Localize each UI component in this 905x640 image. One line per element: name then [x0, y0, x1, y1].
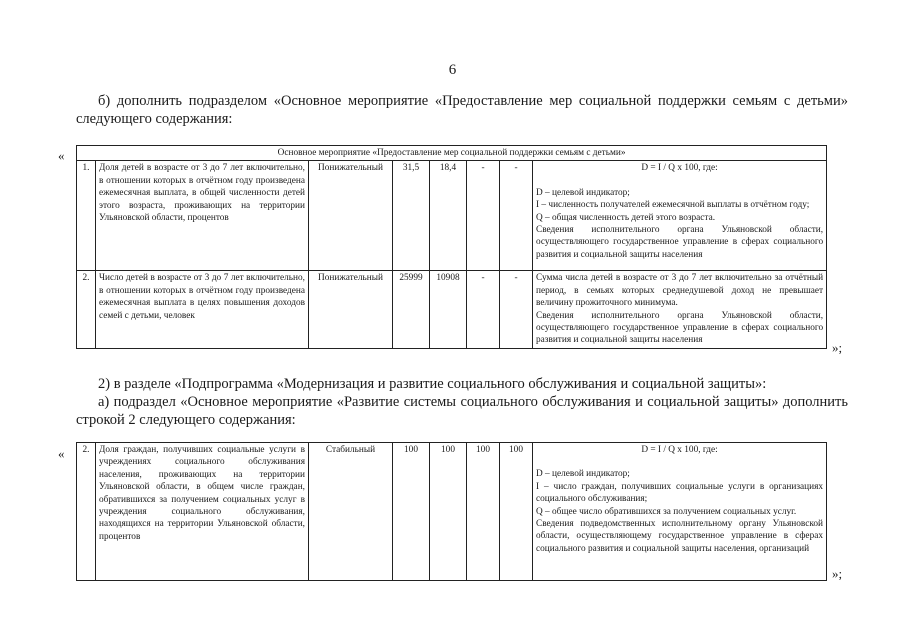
row-number: 2. [77, 271, 96, 349]
table-row [77, 271, 827, 349]
row-number: 2. [77, 443, 96, 581]
method-line: Сведения подведомственных исполнительному органу Ульяновской области, осуществляющему государственное управление в сферах социального развития и социальной защиты населения, организаций [536, 519, 823, 554]
method-line: Сведения исполнительного органа Ульяновской области, осуществляющего государственное управление в сферах социального развития и социальной защиты населения [536, 225, 824, 260]
calculation-method [533, 161, 827, 271]
value-cell: 25999 [393, 271, 430, 349]
value-cell: 100 [500, 443, 533, 581]
formula: D = I / Q x 100, где: [641, 163, 718, 174]
value-cell: 18,4 [430, 161, 467, 271]
calculation-method [533, 271, 827, 349]
indicator-name: Доля граждан, получивших социальные услуги в учреждениях социального обслуживания населения, проживающих на территории Ульяновской области, в общем числе граждан, обратившихся за получением социальных услуг в учреждения социального обслуживания, находящихся на территории Ульяновской области, процентов [96, 443, 309, 581]
paragraph-a: а) подраздел «Основное мероприятие «Развитие системы социального обслуживания и социальной защиты» дополнить строкой 2 следующего содержания: [76, 394, 848, 428]
value-cell: 31,5 [393, 161, 430, 271]
indicator-name: Доля детей в возрасте от 3 до 7 лет включительно, в отношении которых в отчётном году произведена ежемесячная выплата, в общей численности детей этого возраста, проживающих на территории Ульяновской области, процентов [96, 161, 309, 271]
value-cell: - [467, 161, 500, 271]
value-cell: 10908 [430, 271, 467, 349]
value-cell: - [467, 271, 500, 349]
method-line: D – целевой индикатор; [536, 469, 630, 480]
paragraph-2: 2) в разделе «Подпрограмма «Модернизация и развитие социального обслуживания и социальной защиты»: [98, 376, 767, 392]
page-number: 6 [448, 62, 457, 78]
value-cell: 100 [393, 443, 430, 581]
table1-title: Основное мероприятие «Предоставление мер социальной поддержки семьям с детьми» [77, 146, 827, 161]
value-cell: 100 [430, 443, 467, 581]
value-cell: 100 [467, 443, 500, 581]
open-quote-1: « [58, 148, 65, 163]
method-line: I – число граждан, получивших социальные услуги в организациях социального обслуживания; [536, 481, 823, 505]
indicator-trend: Стабильный [309, 443, 393, 581]
method-line: Q – общая численность детей этого возраста. [536, 212, 716, 223]
calculation-method [533, 443, 827, 581]
open-quote-2: « [58, 446, 65, 461]
method-line: Сведения исполнительного органа Ульяновской области, осуществляющего государственное управление в сферах социального развития и социальной защиты населения [536, 310, 824, 346]
formula: D = I / Q x 100, где: [641, 445, 718, 455]
close-quote-2: »; [832, 566, 843, 581]
method-line: I – численность получателей ежемесячной выплаты в отчётном году; [536, 200, 810, 211]
paragraph-b: б) дополнить подразделом «Основное мероприятие «Предоставление мер социальной поддержки семьям с детьми» следующего содержания: [76, 93, 848, 127]
indicator-trend: Понижательный [309, 161, 393, 271]
value-cell: - [500, 271, 533, 349]
method-line: Сумма числа детей в возрасте от 3 до 7 лет включительно за отчётный период, в семьях которых среднедушевой доход не превышает величину прожиточного минимума. [536, 273, 824, 309]
method-line: Q – общее число обратившихся за получением социальных услуг. [536, 506, 797, 517]
table-row [77, 161, 827, 271]
row-number: 1. [77, 161, 96, 271]
method-line: D – целевой индикатор; [536, 187, 630, 198]
indicators-table-2 [76, 442, 827, 581]
indicator-name: Число детей в возрасте от 3 до 7 лет включительно, в отношении которых в отчётном году произведена ежемесячная выплата в целях повышения доходов семей с детьми, человек [96, 271, 309, 349]
indicators-table-1 [76, 145, 827, 349]
indicator-trend: Понижательный [309, 271, 393, 349]
table-row [77, 443, 827, 581]
table1-title-row [77, 146, 827, 161]
close-quote-1: »; [832, 340, 843, 355]
value-cell: - [500, 161, 533, 271]
